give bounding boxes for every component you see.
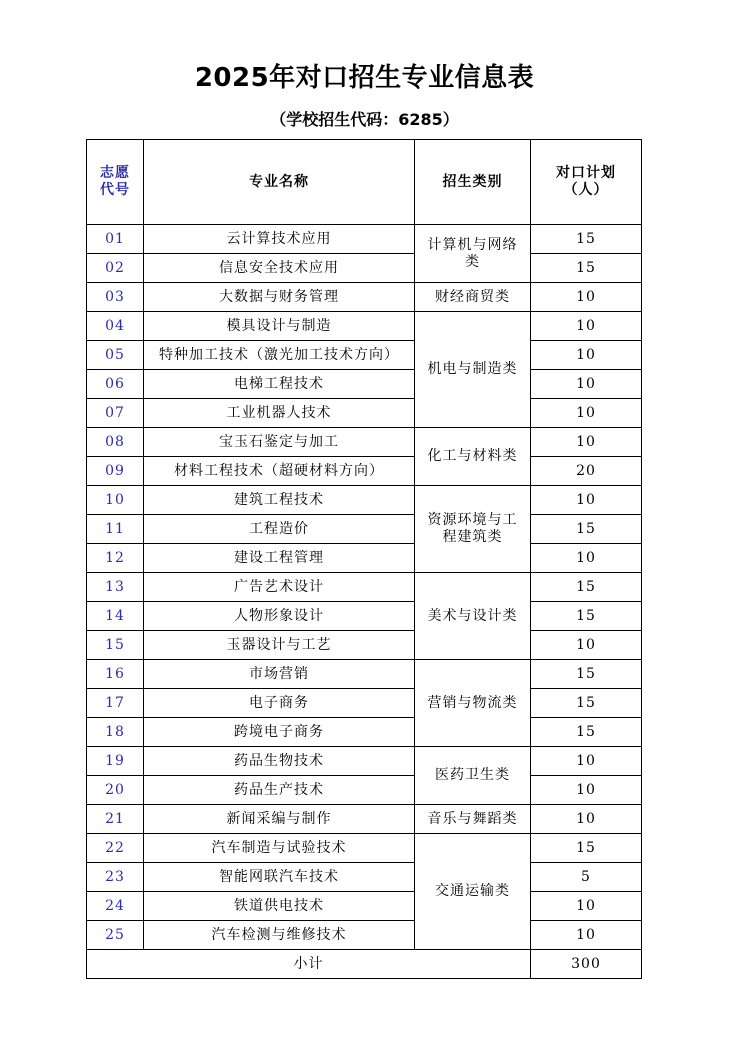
table-row: [87, 312, 642, 341]
row-major: 云计算技术应用: [144, 225, 415, 254]
table-row: [87, 718, 642, 747]
row-category: 资源环境与工程建筑类: [415, 486, 531, 573]
table-row: [87, 834, 642, 863]
table-row: [87, 660, 642, 689]
row-plan: 10: [531, 283, 642, 312]
row-plan: 10: [531, 892, 642, 921]
row-category: 化工与材料类: [415, 428, 531, 486]
row-major: 智能网联汽车技术: [144, 863, 415, 892]
table-row: [87, 602, 642, 631]
row-plan: 5: [531, 863, 642, 892]
table-row: [87, 689, 642, 718]
row-major: 铁道供电技术: [144, 892, 415, 921]
page-title: 2025年对口招生专业信息表: [194, 63, 535, 93]
total-value: 300: [531, 950, 642, 979]
row-code: 05: [87, 341, 144, 370]
row-code: 19: [87, 747, 144, 776]
row-plan: 15: [531, 515, 642, 544]
row-code: 23: [87, 863, 144, 892]
row-code: 25: [87, 921, 144, 950]
header-plan-line2: （人）: [563, 182, 609, 198]
table-row: [87, 341, 642, 370]
header-code: [87, 140, 144, 225]
row-major: 工业机器人技术: [144, 399, 415, 428]
row-major: 汽车制造与试验技术: [144, 834, 415, 863]
row-major: 建设工程管理: [144, 544, 415, 573]
row-major: 玉器设计与工艺: [144, 631, 415, 660]
row-major: 建筑工程技术: [144, 486, 415, 515]
table-row: [87, 486, 642, 515]
table-row: [87, 283, 642, 312]
row-major: 药品生产技术: [144, 776, 415, 805]
table-row: [87, 544, 642, 573]
row-major: 大数据与财务管理: [144, 283, 415, 312]
row-major: 电梯工程技术: [144, 370, 415, 399]
header-category: 招生类别: [415, 140, 531, 225]
row-major: 特种加工技术（激光加工技术方向）: [144, 341, 415, 370]
row-code: 21: [87, 805, 144, 834]
row-major: 汽车检测与维修技术: [144, 921, 415, 950]
row-major: 信息安全技术应用: [144, 254, 415, 283]
row-category: 机电与制造类: [415, 312, 531, 428]
row-code: 16: [87, 660, 144, 689]
row-category: 医药卫生类: [415, 747, 531, 805]
table-row: [87, 805, 642, 834]
row-major: 宝玉石鉴定与加工: [144, 428, 415, 457]
total-row: [87, 950, 642, 979]
row-plan: 15: [531, 254, 642, 283]
row-category: 营销与物流类: [415, 660, 531, 747]
row-code: 24: [87, 892, 144, 921]
table-row: [87, 892, 642, 921]
row-code: 13: [87, 573, 144, 602]
header-major: 专业名称: [144, 140, 415, 225]
row-plan: 15: [531, 689, 642, 718]
row-code: 14: [87, 602, 144, 631]
table-header-row: [87, 140, 642, 225]
row-code: 18: [87, 718, 144, 747]
row-category: 财经商贸类: [415, 283, 531, 312]
table-row: [87, 457, 642, 486]
table-row: [87, 399, 642, 428]
row-code: 04: [87, 312, 144, 341]
row-plan: 10: [531, 921, 642, 950]
row-code: 20: [87, 776, 144, 805]
row-major: 药品生物技术: [144, 747, 415, 776]
row-code: 01: [87, 225, 144, 254]
table-row: [87, 428, 642, 457]
row-category: 音乐与舞蹈类: [415, 805, 531, 834]
row-major: 材料工程技术（超硬材料方向）: [144, 457, 415, 486]
row-major: 电子商务: [144, 689, 415, 718]
row-plan: 15: [531, 834, 642, 863]
row-plan: 10: [531, 631, 642, 660]
row-code: 03: [87, 283, 144, 312]
row-code: 12: [87, 544, 144, 573]
table-row: [87, 370, 642, 399]
row-code: 10: [87, 486, 144, 515]
row-major: 人物形象设计: [144, 602, 415, 631]
table-row: [87, 921, 642, 950]
table-row: [87, 631, 642, 660]
row-plan: 10: [531, 747, 642, 776]
table-row: [87, 863, 642, 892]
row-plan: 20: [531, 457, 642, 486]
row-code: 06: [87, 370, 144, 399]
table-row: [87, 515, 642, 544]
row-category: 美术与设计类: [415, 573, 531, 660]
row-plan: 10: [531, 776, 642, 805]
row-plan: 10: [531, 341, 642, 370]
row-major: 市场营销: [144, 660, 415, 689]
table-row: [87, 254, 642, 283]
row-code: 11: [87, 515, 144, 544]
row-plan: 10: [531, 486, 642, 515]
row-code: 09: [87, 457, 144, 486]
enrollment-plan-table: [86, 139, 642, 979]
row-plan: 10: [531, 370, 642, 399]
row-plan: 10: [531, 544, 642, 573]
table-row: [87, 776, 642, 805]
row-plan: 15: [531, 660, 642, 689]
row-code: 22: [87, 834, 144, 863]
row-plan: 15: [531, 573, 642, 602]
row-plan: 15: [531, 602, 642, 631]
row-category: 交通运输类: [415, 834, 531, 950]
row-major: 新闻采编与制作: [144, 805, 415, 834]
row-major: 模具设计与制造: [144, 312, 415, 341]
page-subtitle: （学校招生代码：6285）: [270, 110, 459, 129]
row-code: 08: [87, 428, 144, 457]
row-plan: 15: [531, 225, 642, 254]
row-plan: 15: [531, 718, 642, 747]
row-code: 15: [87, 631, 144, 660]
row-code: 17: [87, 689, 144, 718]
row-plan: 10: [531, 805, 642, 834]
header-plan: [531, 140, 642, 225]
row-major: 广告艺术设计: [144, 573, 415, 602]
row-category: 计算机与网络类: [415, 225, 531, 283]
row-major: 工程造价: [144, 515, 415, 544]
header-plan-line1: 对口计划: [556, 165, 616, 181]
row-code: 07: [87, 399, 144, 428]
header-code-line2: 代号: [100, 182, 130, 198]
row-plan: 10: [531, 428, 642, 457]
table-row: [87, 747, 642, 776]
table-row: [87, 225, 642, 254]
row-plan: 10: [531, 312, 642, 341]
row-plan: 10: [531, 399, 642, 428]
table-row: [87, 573, 642, 602]
total-label: 小计: [87, 950, 531, 979]
row-major: 跨境电子商务: [144, 718, 415, 747]
row-code: 02: [87, 254, 144, 283]
header-code-line1: 志愿: [100, 165, 130, 181]
